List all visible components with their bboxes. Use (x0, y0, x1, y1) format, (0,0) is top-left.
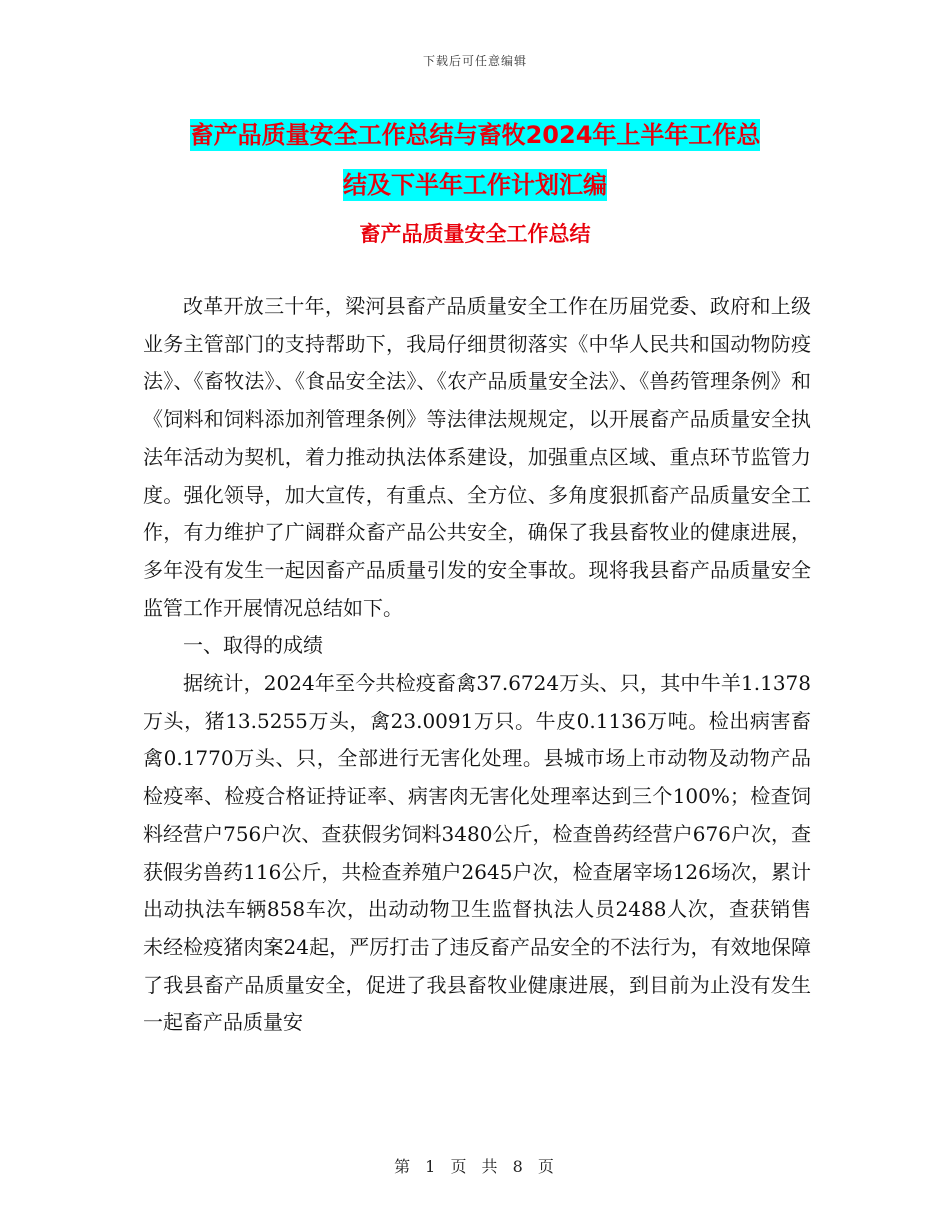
page-number-footer: 第 1 页 共 8 页 (394, 1157, 556, 1176)
paragraph-statistics: 据统计，2024年至今共检疫畜禽37.6724万头、只，其中牛羊1.1378万头，猪13.5255万头，禽23.0091万只。牛皮0.1136万吨。检出病害畜禽0.1770万头、只，全部进行无害化处理。县城市场上市动物及动物产品检疫率、检疫合格证持证率、病害肉无害化处理率达到三个100%；检查饲料经营户756户次、查获假劣饲料3480公斤，检查兽药经营户676户次，查获假劣兽药116公斤，共检查养殖户2645户次，检查屠宰场126场次，累计出动执法车辆858车次，出动动物卫生监督执法人员2488人次，查获销售未经检疫猪肉案24起，严厉打击了违反畜产品安全的不法行为，有效地保障了我县畜产品质量安全，促进了我县畜牧业健康进展，到目前为止没有发生一起畜产品质量安 (143, 671, 811, 1035)
paragraph-intro: 改革开放三十年，梁河县畜产品质量安全工作在历届党委、政府和上级业务主管部门的支持帮助下，我局仔细贯彻落实《中华人民共和国动物防疫法》、《畜牧法》、《食品安全法》、《农产品质量安全法》、《兽药管理条例》和《饲料和饲料添加剂管理条例》等法律法规规定，以开展畜产品质量安全执法年活动为契机，着力推动执法体系建设，加强重点区域、重点环节监管力度。强化领导，加大宣传，有重点、全方位、多角度狠抓畜产品质量安全工作，有力维护了广阔群众畜产品公共安全，确保了我县畜牧业的健康进展，多年没有发生一起因畜产品质量引发的安全事故。现将我县畜产品质量安全监管工作开展情况总结如下。 (143, 294, 811, 620)
header-note: 下载后可任意编辑 (422, 54, 527, 68)
document-title-line-1: 畜产品质量安全工作总结与畜牧2024年上半年工作总 (189, 121, 761, 149)
document-title (0, 110, 950, 210)
paragraph-heading-achievements: 一、取得的成绩 (183, 633, 323, 658)
document-title-line-2: 结及下半年工作计划汇编 (343, 171, 607, 199)
body-text (143, 288, 811, 1042)
section-title: 畜产品质量安全工作总结 (359, 222, 591, 246)
